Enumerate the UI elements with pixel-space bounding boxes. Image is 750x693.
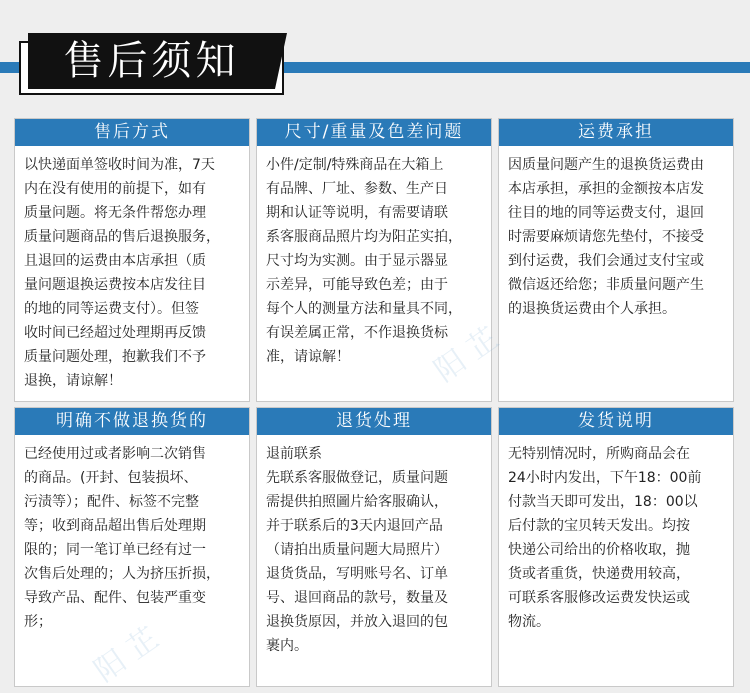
page-header: [0, 0, 750, 104]
page-title: 售后须知: [28, 33, 275, 89]
return-process-card: [256, 407, 492, 687]
card-text: 退前联系 先联系客服做登记，质量问题 需提供拍照圖片給客服确认， 并于联系后的3天内退回产品 （请拍出质量问题大局照片） 退货货品，写明账号名、订单 号、退回商品的款号，数量及 退换货原因，并放入退回的包 裹内。: [266, 446, 448, 654]
delivery-info-card: [498, 407, 734, 687]
card-title: 运费承担: [499, 119, 733, 146]
card-title: 发货说明: [499, 408, 733, 435]
card-text: 已经使用过或者影响二次销售 的商品。(开封、包装损坏、 污渍等）；配件、标签不完整 等；收到商品超出售后处理期 限的；同一笔订单已经有过一 次售后处理的；人为挤压折损， 导致产品、配件、包装严重变 形；: [24, 446, 220, 630]
card-title: 明确不做退换货的: [15, 408, 249, 435]
after-sale-method-card: [14, 118, 250, 402]
size-weight-color-card: [256, 118, 492, 402]
card-title: 退货处理: [257, 408, 491, 435]
card-text: 小件/定制/特殊商品在大箱上 有品牌、厂址、参数、生产日 期和认证等说明，有需要请联 系客服商品照片均为阳芷实拍， 尺寸均为实测。由于显示器显 示差异，可能导致色差；由于 每个人的测量方法和量具不同， 有误差属正常，不作退换货标 准，请谅解！: [266, 157, 462, 365]
card-title: 售后方式: [15, 119, 249, 146]
no-return-card: [14, 407, 250, 687]
card-text: 因质量问题产生的退换货运费由 本店承担，承担的金额按本店发 往目的地的同等运费支付，退回 时需要麻烦请您先垫付，不接受 到付运费，我们会通过支付宝或 微信返还给您；非质量问题产生 的退换货运费由个人承担。: [508, 157, 704, 317]
card-text: 无特别情况时，所购商品会在 24小时内发出，下午18：00前 付款当天即可发出，18：00以 后付款的宝贝转天发出。均按 快递公司给出的价格收取，抛 货或者重货，快递费用较高， 可联系客服修改运费发快运或 物流。: [508, 446, 702, 630]
shipping-cost-card: [498, 118, 734, 402]
card-text: 以快递面单签收时间为准，7天 内在没有使用的前提下，如有 质量问题。将无条件帮您办理 质量问题商品的售后退换服务， 且退回的运费由本店承担（质 量问题退换运费按本店发往目 的地的同等运费支付）。但签 收时间已经超过处理期再反馈 质量问题处理，抱歉我们不予 退换，请谅解！: [24, 157, 220, 389]
card-title: 尺寸/重量及色差问题: [257, 119, 491, 146]
